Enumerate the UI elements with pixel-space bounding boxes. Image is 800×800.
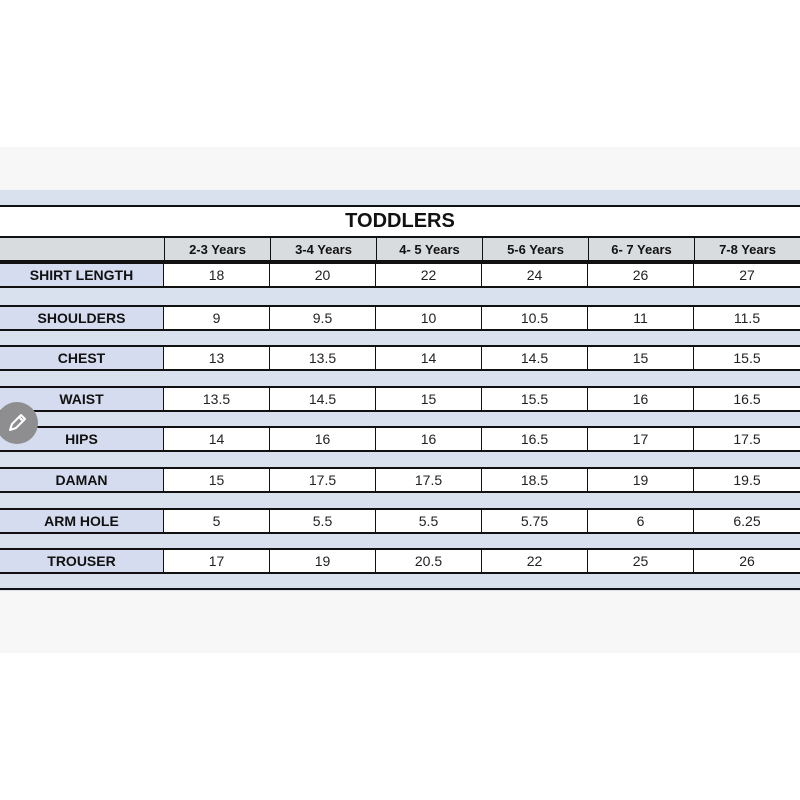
table-cell: 14.5 (270, 388, 376, 410)
bottom-rule (0, 588, 800, 590)
table-cell: 11.5 (694, 307, 800, 329)
table-cell: 15 (588, 347, 694, 369)
table-cell: 27 (694, 264, 800, 286)
table-row (0, 467, 800, 493)
table-row (0, 426, 800, 452)
table-cell: 17 (164, 550, 270, 572)
table-cell: 19 (270, 550, 376, 572)
column-header: 3-4 Years (270, 238, 376, 260)
table-cell: 9 (164, 307, 270, 329)
row-label: SHOULDERS (0, 307, 164, 329)
table-cell: 18.5 (482, 469, 588, 491)
row-label: SHIRT LENGTH (0, 264, 164, 286)
table-cell: 15.5 (482, 388, 588, 410)
table-cell: 5.5 (376, 510, 482, 532)
table-cell: 16 (588, 388, 694, 410)
table-cell: 13.5 (270, 347, 376, 369)
table-cell: 25 (588, 550, 694, 572)
row-label: DAMAN (0, 469, 164, 491)
column-header: 4- 5 Years (376, 238, 482, 260)
table-cell: 17.5 (270, 469, 376, 491)
table-row (0, 548, 800, 574)
row-label: ARM HOLE (0, 510, 164, 532)
table-cell: 17.5 (376, 469, 482, 491)
table-cell: 16.5 (482, 428, 588, 450)
pencil-icon (6, 412, 28, 434)
table-row (0, 305, 800, 331)
table-cell: 24 (482, 264, 588, 286)
column-header: 6- 7 Years (588, 238, 694, 260)
table-cell: 20.5 (376, 550, 482, 572)
table-cell: 5 (164, 510, 270, 532)
table-cell: 14 (376, 347, 482, 369)
table-cell: 14.5 (482, 347, 588, 369)
table-cell: 19 (588, 469, 694, 491)
table-cell: 14 (164, 428, 270, 450)
table-cell: 15.5 (694, 347, 800, 369)
table-cell: 22 (482, 550, 588, 572)
table-row (0, 386, 800, 412)
table-cell: 9.5 (270, 307, 376, 329)
column-header: 5-6 Years (482, 238, 588, 260)
table-cell: 26 (694, 550, 800, 572)
table-cell: 11 (588, 307, 694, 329)
table-cell: 19.5 (694, 469, 800, 491)
table-row (0, 345, 800, 371)
table-cell: 16 (376, 428, 482, 450)
table-cell: 15 (376, 388, 482, 410)
table-cell: 5.5 (270, 510, 376, 532)
table-cell: 16.5 (694, 388, 800, 410)
table-row (0, 508, 800, 534)
table-cell: 13 (164, 347, 270, 369)
table-cell: 10 (376, 307, 482, 329)
row-label: WAIST (0, 388, 164, 410)
column-header: 2-3 Years (164, 238, 270, 260)
row-label: HIPS (0, 428, 164, 450)
table-cell: 17.5 (694, 428, 800, 450)
column-header: 7-8 Years (694, 238, 800, 260)
table-row (0, 262, 800, 288)
table-cell: 5.75 (482, 510, 588, 532)
table-cell: 18 (164, 264, 270, 286)
table-cell: 17 (588, 428, 694, 450)
table-cell: 6.25 (694, 510, 800, 532)
table-cell: 13.5 (164, 388, 270, 410)
chart-title: TODDLERS (0, 205, 800, 238)
row-label: TROUSER (0, 550, 164, 572)
table-cell: 26 (588, 264, 694, 286)
table-cell: 15 (164, 469, 270, 491)
table-cell: 22 (376, 264, 482, 286)
table-cell: 10.5 (482, 307, 588, 329)
row-label: CHEST (0, 347, 164, 369)
column-header-row (0, 238, 800, 262)
table-cell: 16 (270, 428, 376, 450)
table-cell: 6 (588, 510, 694, 532)
table-cell: 20 (270, 264, 376, 286)
